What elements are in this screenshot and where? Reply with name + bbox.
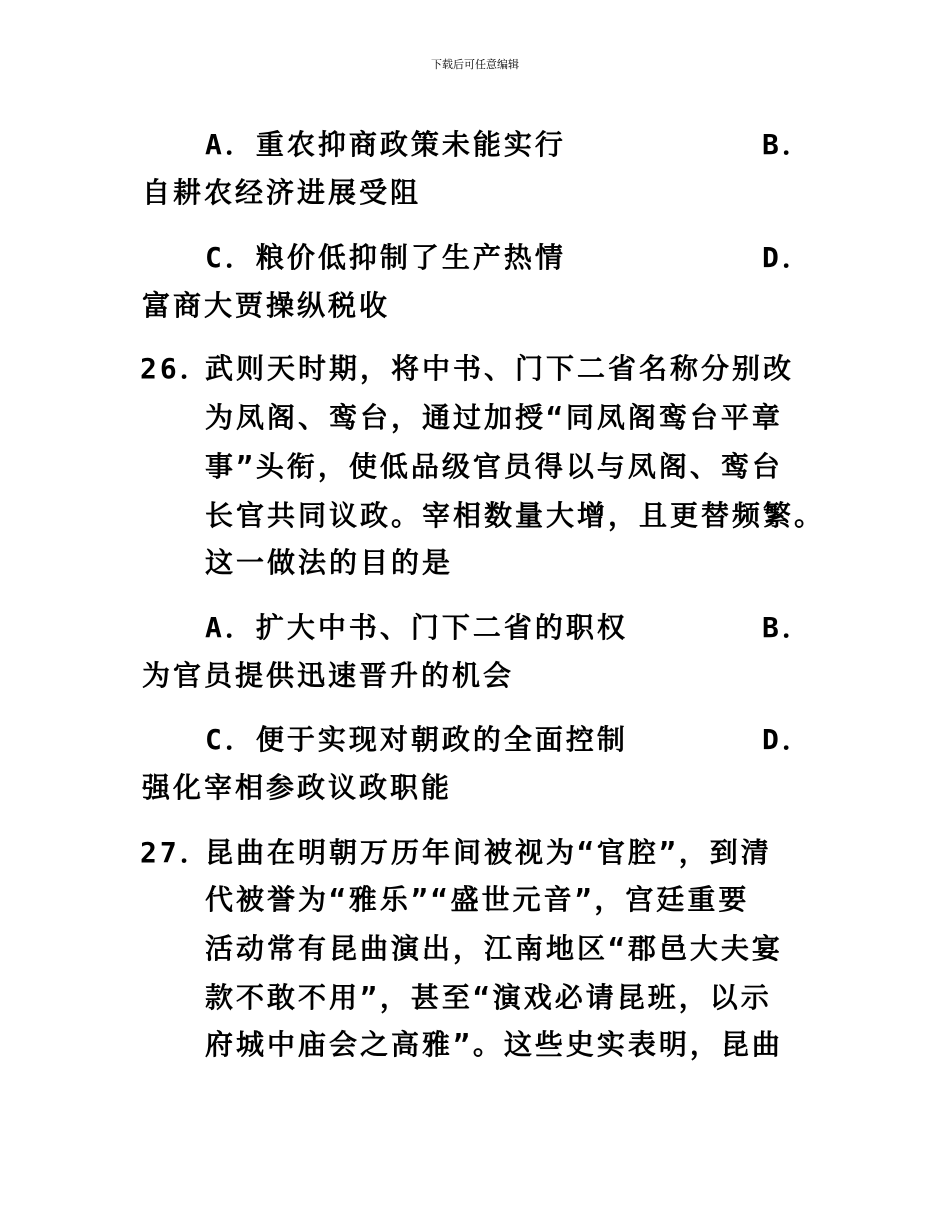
q26-option-d-text: 强化宰相参政议政职能 [142,771,453,804]
q26-stem-line-5: 这一做法的目的是 [205,546,454,579]
q25-option-c: C．粮价低抑制了生产热情 [205,241,566,274]
q26-option-b-text: 为官员提供迅速晋升的机会 [142,659,515,692]
q25-option-d-text: 富商大贾操纵税收 [142,289,391,322]
q26-stem-line-3: 事”头衔，使低品级官员得以与凤阁、鸾台 [205,450,783,483]
q26-option-c: C．便于实现对朝政的全面控制 [205,723,628,756]
q26-number: 26． [140,352,211,385]
q27-stem-line-1: 昆曲在明朝万历年间被视为“官腔”，到清 [205,836,772,869]
q25-option-b-label: B． [762,128,813,161]
q26-option-d-label: D． [762,723,813,756]
q26-stem-line-1: 武则天时期，将中书、门下二省名称分别改 [205,352,795,385]
q25-option-b-text: 自耕农经济进展受阻 [142,176,422,209]
q27-stem-line-4: 款不敢不用”，甚至“演戏必请昆班，以示 [205,981,772,1014]
q26-option-b-label: B． [762,611,813,644]
page-header: 下载后可任意编辑 [431,58,519,71]
q25-option-d-label: D． [762,241,813,274]
q27-stem-line-3: 活动常有昆曲演出，江南地区“郡邑大夫宴 [205,932,783,965]
q26-option-a: A．扩大中书、门下二省的职权 [205,611,628,644]
q26-stem-line-4: 长官共同议政。宰相数量大增，且更替频繁。 [205,499,826,532]
q25-option-a: A．重农抑商政策未能实行 [205,128,566,161]
q26-stem-line-2: 为凤阁、鸾台，通过加授“同凤阁鸾台平章 [205,401,783,434]
q27-stem-line-2: 代被誉为“雅乐”“盛世元音”，宫廷重要 [205,883,750,916]
q27-stem-line-5: 府城中庙会之高雅”。这些史实表明，昆曲 [205,1028,783,1061]
q27-number: 27． [140,836,211,869]
